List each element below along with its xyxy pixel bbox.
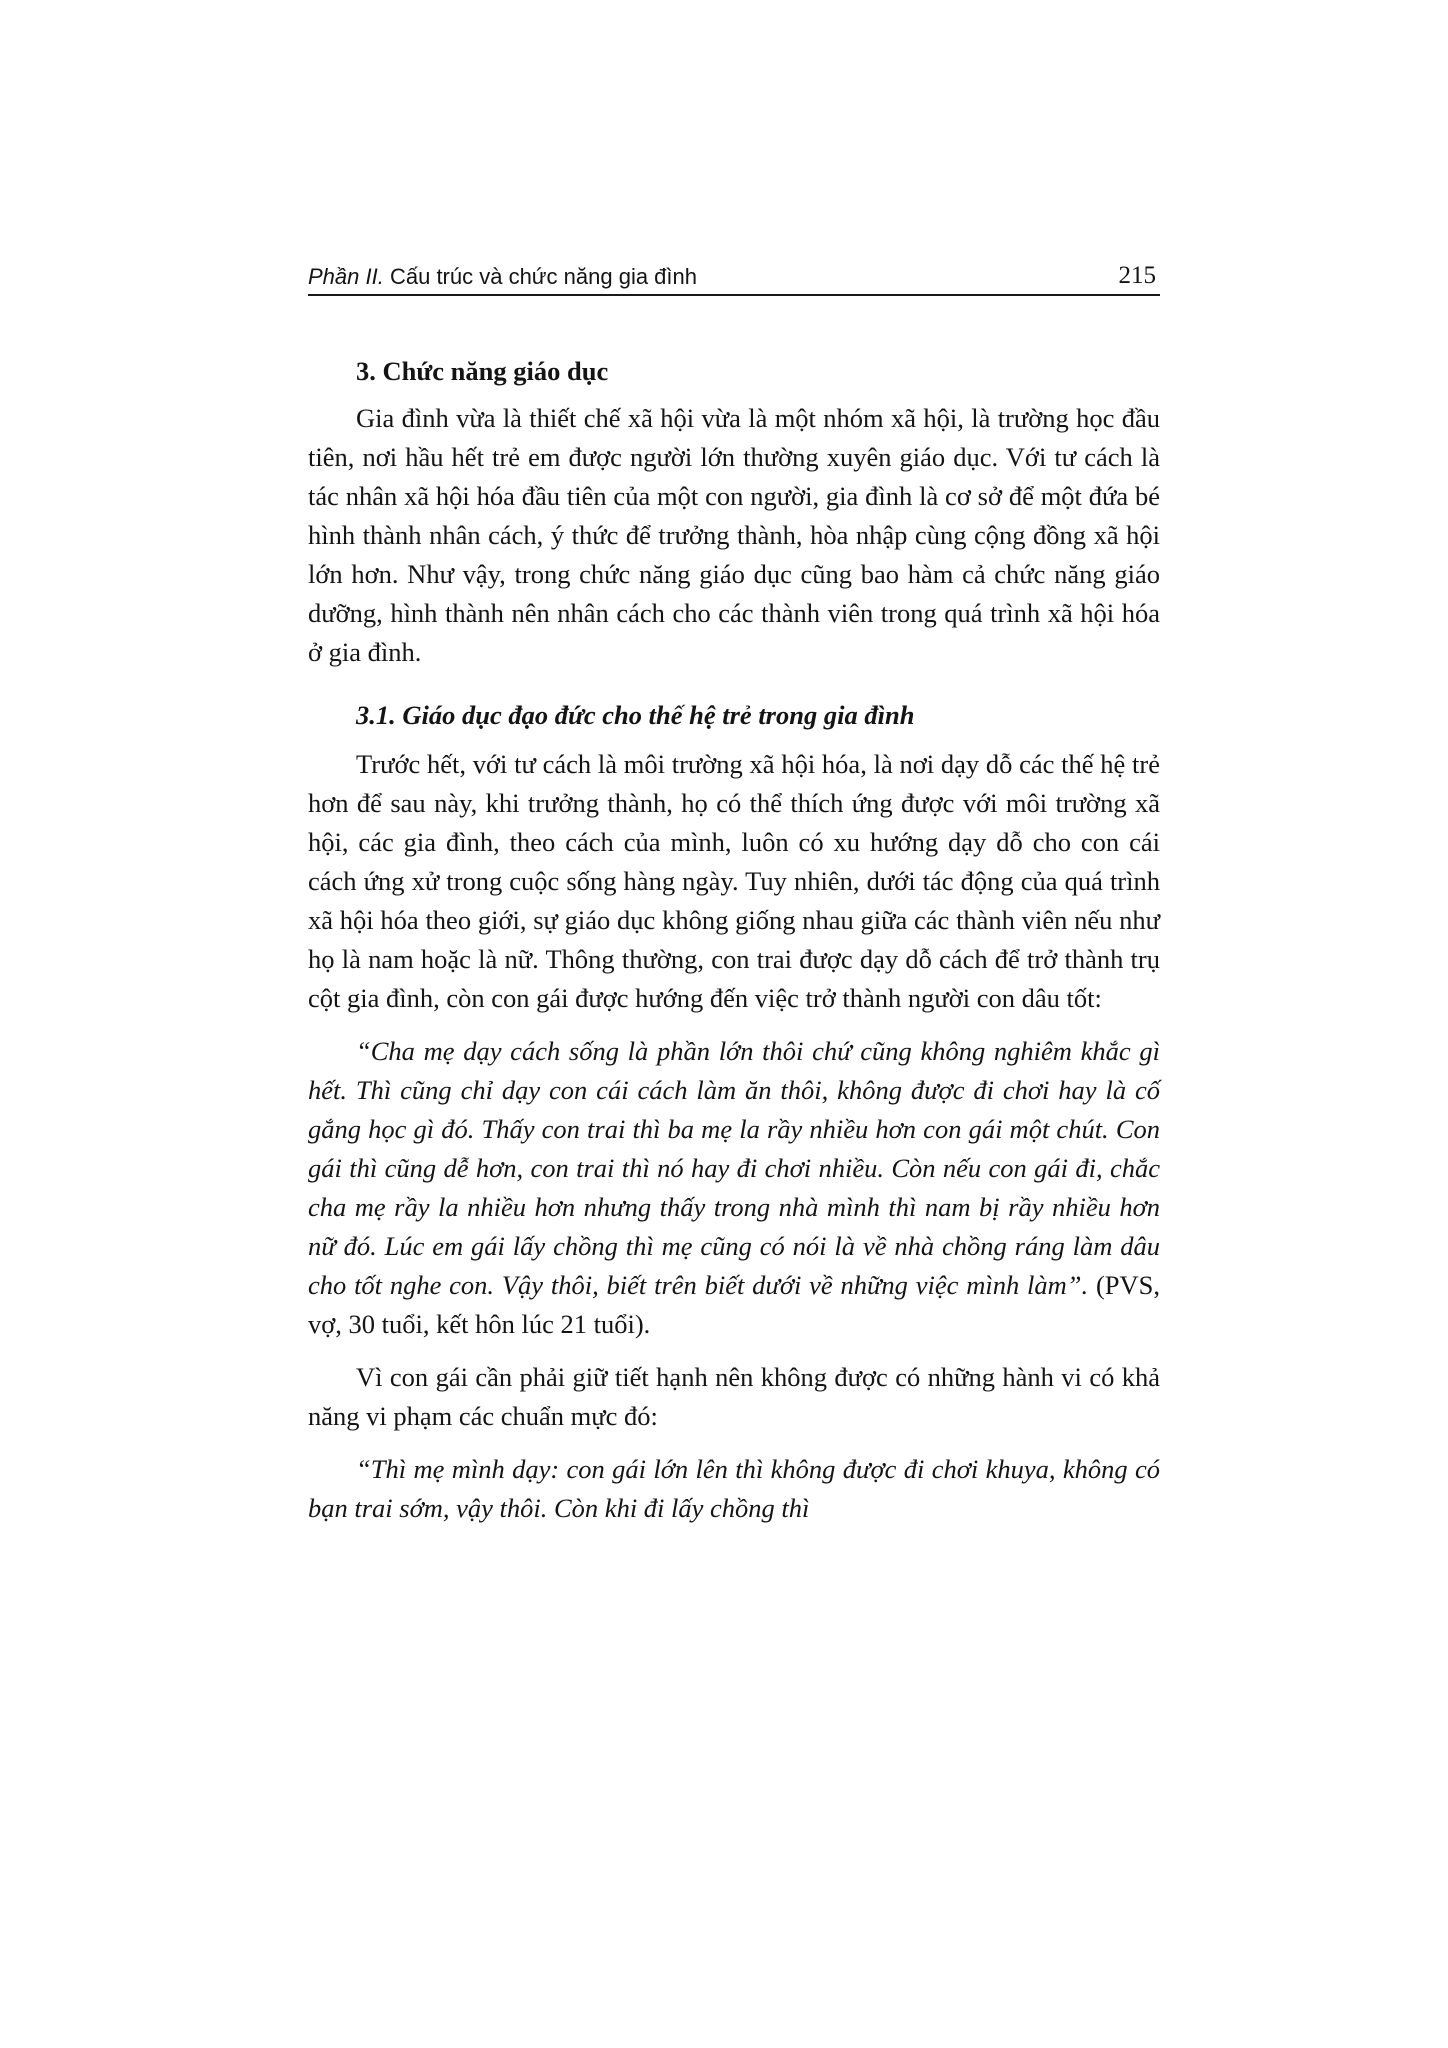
running-header xyxy=(308,262,1160,296)
page-number: 215 xyxy=(1118,262,1156,289)
subsection-heading: 3.1. Giáo dục đạo đức cho thế hệ trẻ trong gia đình xyxy=(356,700,915,730)
interview-quote-1 xyxy=(308,1032,1160,1344)
section-paragraph-1: Gia đình vừa là thiết chế xã hội vừa là một nhóm xã hội, là trường học đầu tiên, nơi hầu hết trẻ em được người lớn thường xuyên giáo dục. Với tư cách là tác nhân xã hội hóa đầu tiên của một con người, gia đình là cơ sở để một đứa bé hình thành nhân cách, ý thức để trưởng thành, hòa nhập cùng cộng đồng xã hội lớn hơn. Như vậy, trong chức năng giáo dục cũng bao hàm cả chức năng giáo dưỡng, hình thành nên nhân cách cho các thành viên trong quá trình xã hội hóa ở gia đình. xyxy=(308,403,1160,667)
section-heading: 3. Chức năng giáo dục xyxy=(356,356,609,386)
page-body xyxy=(308,352,1160,1528)
subsection-paragraph-2: Vì con gái cần phải giữ tiết hạnh nên không được có những hành vi có khả năng vi phạm các chuẩn mực đó: xyxy=(308,1362,1160,1431)
quote-1-source: (PVS, vợ, 30 tuổi, kết hôn lúc 21 tuổi). xyxy=(308,1270,1161,1339)
book-page xyxy=(308,262,1161,1523)
quote-1-text: “Cha mẹ dạy cách sống là phần lớn thôi chứ cũng không nghiêm khắc gì hết. Thì cũng chỉ dạy con cái cách làm ăn thôi, không được đi chơi hay là cố gắng học gì đó. Thấy con trai thì ba mẹ la rầy nhiều hơn con gái một chút. Con gái thì cũng dễ hơn, con trai thì nó hay đi chơi nhiều. Còn nếu con gái đi, chắc cha mẹ rầy la nhiều hơn nhưng thấy trong nhà mình thì nam bị rầy nhiều hơn nữ đó. Lúc em gái lấy chồng thì mẹ cũng có nói là về nhà chồng ráng làm dâu cho tốt nghe con. Vậy thôi, biết trên biết dưới về những việc mình làm”. xyxy=(308,1036,1160,1300)
header-title-group xyxy=(308,264,697,290)
header-title: Cấu trúc và chức năng gia đình xyxy=(389,264,697,289)
interview-quote-2: “Thì mẹ mình dạy: con gái lớn lên thì không được đi chơi khuya, không có bạn trai sớm, vậy thôi. Còn khi đi lấy chồng thì xyxy=(308,1454,1160,1523)
subsection-paragraph-1: Trước hết, với tư cách là môi trường xã hội hóa, là nơi dạy dỗ các thế hệ trẻ hơn để sau này, khi trưởng thành, họ có thể thích ứng được với môi trường xã hội, các gia đình, theo cách của mình, luôn có xu hướng dạy dỗ cho con cái cách ứng xử trong cuộc sống hàng ngày. Tuy nhiên, dưới tác động của quá trình xã hội hóa theo giới, sự giáo dục không giống nhau giữa các thành viên nếu như họ là nam hoặc là nữ. Thông thường, con trai được dạy dỗ cách để trở thành trụ cột gia đình, còn con gái được hướng đến việc trở thành người con dâu tốt: xyxy=(308,749,1160,1013)
header-part-label: Phần II. xyxy=(308,264,384,289)
